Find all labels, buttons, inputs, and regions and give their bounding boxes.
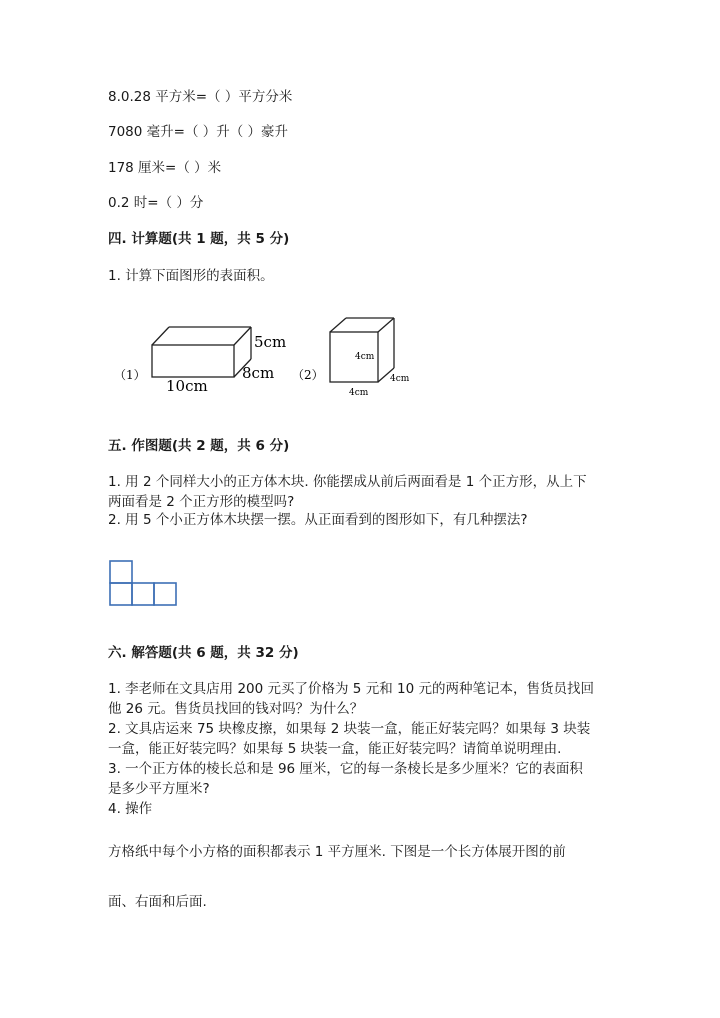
fill-blank-3: 178 厘米=（ ）米 — [108, 160, 222, 176]
fill-blank-4: 0.2 时=（ ）分 — [108, 195, 204, 211]
cuboid-height-label: 5cm — [254, 333, 287, 351]
grid-cell — [110, 561, 132, 583]
section4-q1: 1. 计算下面图形的表面积。 — [108, 268, 274, 284]
section6-line: 1. 李老师在文具店用 200 元买了价格为 5 元和 10 元的两种笔记本，售货员找回 — [108, 681, 594, 697]
section6-line: 2. 文具店运来 75 块橡皮擦，如果每 2 块装一盒，能正好装完吗？如果每 3 块装 — [108, 721, 591, 737]
front-view-grid — [108, 559, 180, 607]
cube-side-label: 4cm — [390, 374, 410, 384]
section6-heading: 六. 解答题(共 6 题，共 32 分) — [108, 645, 299, 661]
fig2-label: （2） — [292, 368, 324, 382]
section5-q1-line2: 两面看是 2 个正方形的模型吗? — [108, 494, 295, 510]
cuboid-drawing — [152, 327, 251, 377]
cuboid-width-label: 8cm — [242, 364, 275, 382]
section6-line: 一盒，能正好装完吗？如果每 5 块装一盒，能正好装完吗？请简单说明理由. — [108, 741, 562, 757]
cube-drawing — [330, 318, 394, 382]
operation-line-2: 面、右面和后面. — [108, 894, 207, 910]
solids-figure — [108, 312, 428, 404]
operation-line-1: 方格纸中每个小方格的面积都表示 1 平方厘米. 下图是一个长方体展开图的前 — [108, 844, 566, 860]
section6-line: 他 26 元。售货员找回的钱对吗？为什么？ — [108, 701, 364, 717]
grid-cell — [154, 583, 176, 605]
section5-heading: 五. 作图题(共 2 题，共 6 分) — [108, 438, 290, 454]
section4-heading: 四. 计算题(共 1 题，共 5 分) — [108, 231, 290, 247]
cube-front-label: 4cm — [355, 352, 375, 362]
grid-cell — [110, 583, 132, 605]
section6-questions — [108, 679, 608, 819]
fill-blank-1: 8.0.28 平方米=（ ）平方分米 — [108, 89, 293, 105]
section5-q1-line1: 1. 用 2 个同样大小的正方体木块. 你能摆成从前后两面看是 1 个正方形，从上下 — [108, 474, 587, 490]
section6-line: 4. 操作 — [108, 801, 153, 817]
section5-q1 — [108, 472, 608, 512]
fill-blank-2: 7080 毫升=（ ）升（ ）豪升 — [108, 124, 289, 140]
cube-bottom-label: 4cm — [349, 388, 369, 398]
section6-line: 3. 一个正方体的棱长总和是 96 厘米，它的每一条棱长是多少厘米？它的表面积 — [108, 761, 583, 777]
section5-q2: 2. 用 5 个小正方体木块摆一摆。从正面看到的图形如下，有几种摆法? — [108, 512, 528, 528]
grid-cell — [132, 583, 154, 605]
section6-line: 是多少平方厘米? — [108, 781, 210, 797]
cuboid-length-label: 10cm — [166, 377, 208, 395]
fig1-label: （1） — [114, 368, 146, 382]
